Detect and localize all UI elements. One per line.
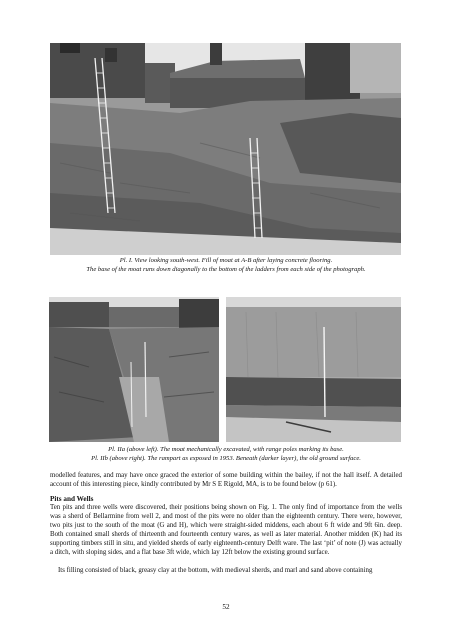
plate-2a-photo — [49, 297, 219, 442]
plate-1-caption-line-1: Pl. I. View looking south-west. Fill of moat at A-B after laying concrete flooring. — [119, 257, 333, 264]
plate-2b-photo — [226, 297, 401, 442]
plate-2-caption — [40, 446, 412, 463]
plate-2b-image — [226, 297, 401, 442]
plate-2a-image — [49, 297, 219, 442]
paragraph-modelled-features: modelled features, and may have once graced the exterior of some building within the bailey, if not the hall itself. A detailed account of this interesting piece, kindly contributed by Mr S E Rigold, MA, is to be found below (p 61). — [50, 472, 402, 488]
plate-2b-caption: Pl. IIb (above right). The rampart as exposed in 1953. Beneath (darker layer), the old ground surface. — [91, 454, 361, 462]
page-number: 52 — [222, 603, 230, 611]
paragraph-pits-and-wells: Ten pits and three wells were discovered, their positions being shown on Fig. 1. The only find of importance from the wells was a sherd of Bellarmine from well 2, and most of the pits were no older than the eighteenth century. There were, however, two pits just to the south of the moat (G and H), which were straight-sided middens, each about 6 ft wide and 9ft 6in. deep. Both contained small sherds of thirteenth and fourteenth century wares, as well as later material. Another midden (K) had its supporting timbers still in situ, and yielded sherds of early eighteenth-century Delft ware. The last ‘pit’ of note (J) was actually a ditch, with sloping sides, and a flat base 3ft wide, which lay 12ft below the existing ground surface. — [50, 504, 402, 556]
plate-2a-caption: Pl. IIa (above left). The moat mechanically excavated, with range poles marking its base. — [108, 446, 344, 453]
plate-1-caption — [40, 257, 412, 274]
paragraph-filling: Its filling consisted of black, greasy clay at the bottom, with medieval sherds, and marl and sand above containing — [58, 567, 373, 574]
plate-1-image — [50, 43, 401, 255]
section-heading-pits-and-wells: Pits and Wells — [50, 495, 94, 503]
plate-1-photo — [50, 43, 401, 255]
plate-1-caption-line-2: The base of the moat runs down diagonally to the bottom of the ladders from each side of the photograph. — [86, 265, 366, 273]
